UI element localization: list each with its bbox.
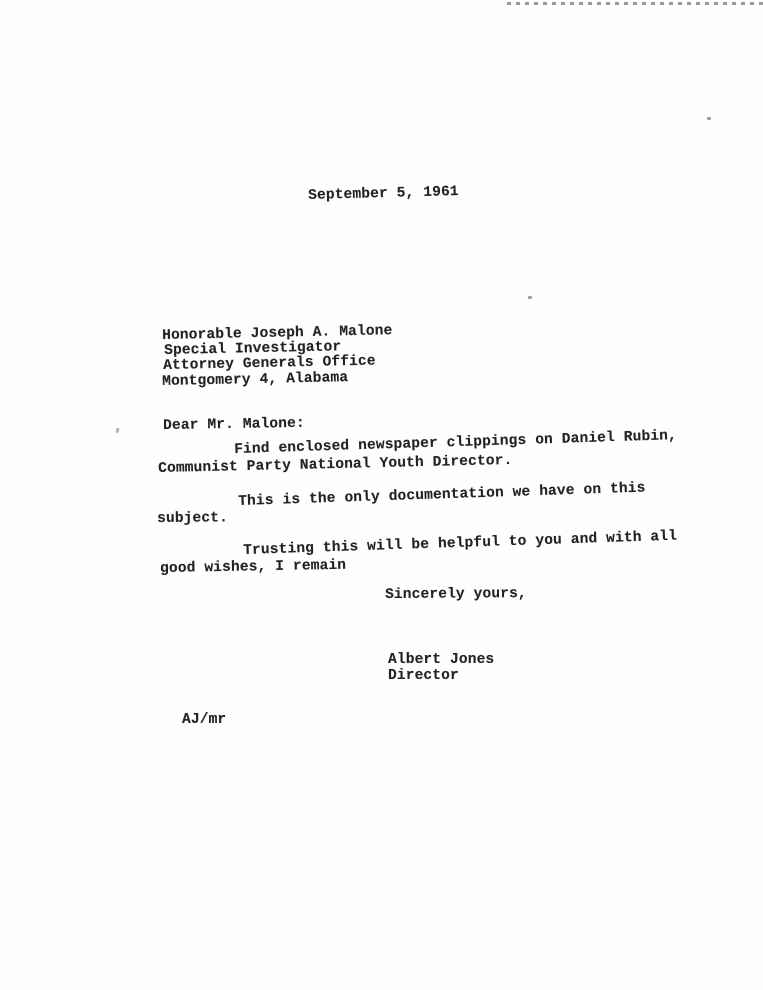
recipient-office: Attorney Generals Office xyxy=(162,353,376,374)
perforation-dashes xyxy=(507,2,763,5)
scan-speck xyxy=(116,428,120,434)
salutation: Dear Mr. Malone: xyxy=(162,415,305,434)
reference-initials: AJ/mr xyxy=(182,712,227,728)
closing: Sincerely yours, xyxy=(384,586,527,603)
recipient-title: Special Investigator xyxy=(163,339,342,359)
body-paragraph2-line2: subject. xyxy=(156,510,229,527)
recipient-name: Honorable Joseph A. Malone xyxy=(161,323,393,344)
body-paragraph2-line1: This is the only documentation we have on this xyxy=(237,480,646,510)
body-paragraph3-line2: good wishes, I remain xyxy=(159,557,347,577)
body-paragraph1-line1: Find enclosed newspaper clippings on Daniel Rubin, xyxy=(233,428,678,458)
scan-speck xyxy=(707,117,711,120)
letter-date: September 5, 1961 xyxy=(307,184,459,204)
recipient-city: Montgomery 4, Alabama xyxy=(161,370,349,390)
signature-name: Albert Jones xyxy=(388,652,495,668)
scan-speck xyxy=(528,296,532,299)
body-paragraph1-line2: Communist Party National Youth Director. xyxy=(157,452,513,477)
body-paragraph3-line1: Trusting this will be helpful to you and with all xyxy=(242,528,678,559)
signature-title: Director xyxy=(388,668,459,684)
